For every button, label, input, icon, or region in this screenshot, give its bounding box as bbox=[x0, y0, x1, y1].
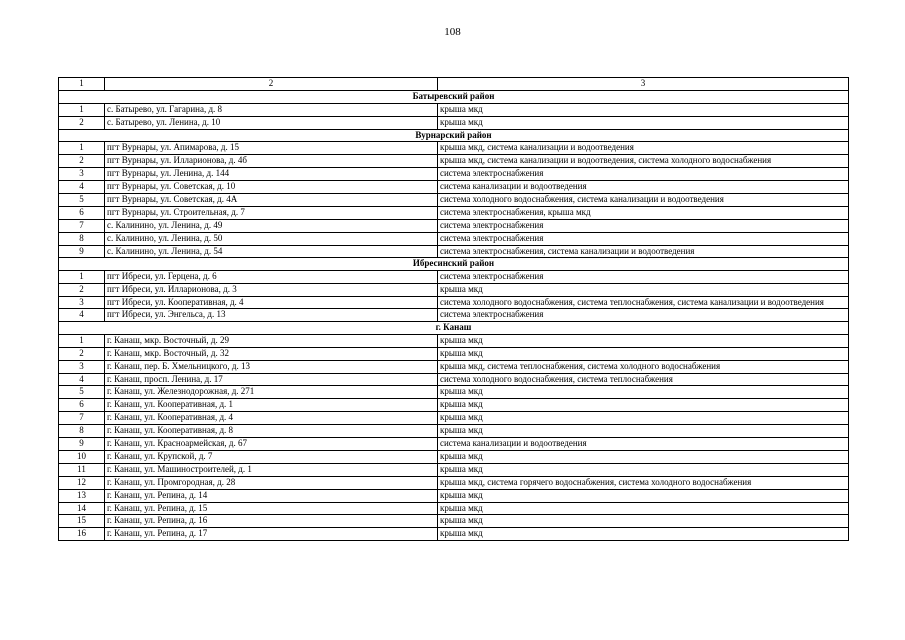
table-row bbox=[59, 245, 849, 258]
column-number-row bbox=[59, 78, 849, 91]
work-type-cell: система электроснабжения, крыша мкд bbox=[438, 206, 849, 219]
address-cell: г. Канаш, ул. Кооперативная, д. 4 bbox=[105, 412, 438, 425]
section-row bbox=[59, 90, 849, 103]
address-cell: г. Канаш, ул. Репина, д. 14 bbox=[105, 489, 438, 502]
address-cell: с. Калинино, ул. Ленина, д. 49 bbox=[105, 219, 438, 232]
work-type-cell: система канализации и водоотведения bbox=[438, 438, 849, 451]
row-number: 8 bbox=[59, 425, 105, 438]
row-number: 2 bbox=[59, 116, 105, 129]
row-number: 3 bbox=[59, 168, 105, 181]
address-cell: пгт Ибреси, ул. Илларионова, д. 3 bbox=[105, 284, 438, 297]
row-number: 5 bbox=[59, 194, 105, 207]
work-type-cell: крыша мкд bbox=[438, 399, 849, 412]
address-cell: с. Батырево, ул. Ленина, д. 10 bbox=[105, 116, 438, 129]
row-number: 8 bbox=[59, 232, 105, 245]
table-row bbox=[59, 116, 849, 129]
address-cell: пгт Вурнары, ул. Илларионова, д. 4б bbox=[105, 155, 438, 168]
address-cell: пгт Вурнары, ул. Советская, д. 4А bbox=[105, 194, 438, 207]
address-cell: г. Канаш, мкр. Восточный, д. 32 bbox=[105, 347, 438, 360]
work-type-cell: крыша мкд, система горячего водоснабжения, система холодного водоснабжения bbox=[438, 476, 849, 489]
table-row bbox=[59, 412, 849, 425]
row-number: 14 bbox=[59, 502, 105, 515]
address-cell: пгт Ибреси, ул. Герцена, д. 6 bbox=[105, 271, 438, 284]
address-cell: г. Канаш, ул. Репина, д. 15 bbox=[105, 502, 438, 515]
table-row bbox=[59, 502, 849, 515]
address-cell: г. Канаш, мкр. Восточный, д. 29 bbox=[105, 334, 438, 347]
table-row bbox=[59, 334, 849, 347]
work-type-cell: крыша мкд bbox=[438, 412, 849, 425]
work-type-cell: крыша мкд, система теплоснабжения, система холодного водоснабжения bbox=[438, 360, 849, 373]
address-cell: пгт Вурнары, ул. Строительная, д. 7 bbox=[105, 206, 438, 219]
table-row bbox=[59, 309, 849, 322]
work-type-cell: крыша мкд bbox=[438, 116, 849, 129]
section-title: г. Канаш bbox=[59, 322, 849, 335]
row-number: 7 bbox=[59, 219, 105, 232]
work-type-cell: крыша мкд bbox=[438, 103, 849, 116]
row-number: 7 bbox=[59, 412, 105, 425]
work-type-cell: крыша мкд bbox=[438, 502, 849, 515]
work-type-cell: система электроснабжения bbox=[438, 168, 849, 181]
table-row bbox=[59, 450, 849, 463]
address-cell: с. Батырево, ул. Гагарина, д. 8 bbox=[105, 103, 438, 116]
row-number: 1 bbox=[59, 271, 105, 284]
table-row bbox=[59, 373, 849, 386]
table-row bbox=[59, 386, 849, 399]
row-number: 4 bbox=[59, 181, 105, 194]
table-row bbox=[59, 168, 849, 181]
table-row bbox=[59, 206, 849, 219]
address-cell: г. Канаш, ул. Промгородная, д. 28 bbox=[105, 476, 438, 489]
work-type-cell: крыша мкд bbox=[438, 463, 849, 476]
address-cell: г. Канаш, просп. Ленина, д. 17 bbox=[105, 373, 438, 386]
table-row bbox=[59, 515, 849, 528]
work-type-cell: крыша мкд bbox=[438, 347, 849, 360]
row-number: 9 bbox=[59, 438, 105, 451]
row-number: 1 bbox=[59, 334, 105, 347]
address-cell: г. Канаш, пер. Б. Хмельницкого, д. 13 bbox=[105, 360, 438, 373]
table-row bbox=[59, 425, 849, 438]
section-title: Ибресинский район bbox=[59, 258, 849, 271]
column-number: 3 bbox=[438, 78, 849, 91]
section-title: Батыревский район bbox=[59, 90, 849, 103]
work-type-cell: система электроснабжения bbox=[438, 219, 849, 232]
row-number: 4 bbox=[59, 309, 105, 322]
section-row bbox=[59, 129, 849, 142]
address-cell: пгт Ибреси, ул. Кооперативная, д. 4 bbox=[105, 297, 438, 309]
work-type-cell: система электроснабжения bbox=[438, 309, 849, 322]
table-row bbox=[59, 347, 849, 360]
address-cell: г. Канаш, ул. Крупской, д. 7 bbox=[105, 450, 438, 463]
row-number: 1 bbox=[59, 103, 105, 116]
work-type-cell: крыша мкд bbox=[438, 515, 849, 528]
row-number: 11 bbox=[59, 463, 105, 476]
row-number: 13 bbox=[59, 489, 105, 502]
column-number: 1 bbox=[59, 78, 105, 91]
work-type-cell: крыша мкд, система канализации и водоотведения, система холодного водоснабжения bbox=[438, 155, 849, 168]
address-cell: пгт Ибреси, ул. Энгельса, д. 13 bbox=[105, 309, 438, 322]
work-type-cell: крыша мкд bbox=[438, 489, 849, 502]
work-type-cell: система холодного водоснабжения, система теплоснабжения, система канализации и водоотведения bbox=[438, 297, 849, 309]
row-number: 6 bbox=[59, 206, 105, 219]
address-cell: г. Канаш, ул. Кооперативная, д. 8 bbox=[105, 425, 438, 438]
address-cell: пгт Вурнары, ул. Апимарова, д. 15 bbox=[105, 142, 438, 155]
table-row bbox=[59, 489, 849, 502]
row-number: 2 bbox=[59, 155, 105, 168]
table-row bbox=[59, 399, 849, 412]
address-cell: г. Канаш, ул. Кооперативная, д. 1 bbox=[105, 399, 438, 412]
address-cell: с. Калинино, ул. Ленина, д. 50 bbox=[105, 232, 438, 245]
table-row bbox=[59, 360, 849, 373]
work-type-cell: крыша мкд bbox=[438, 284, 849, 297]
work-type-cell: крыша мкд bbox=[438, 425, 849, 438]
table-row bbox=[59, 142, 849, 155]
work-type-cell: система холодного водоснабжения, система канализации и водоотведения bbox=[438, 194, 849, 207]
table-row bbox=[59, 297, 849, 309]
work-type-cell: крыша мкд bbox=[438, 450, 849, 463]
work-type-cell: крыша мкд, система канализации и водоотведения bbox=[438, 142, 849, 155]
table-row bbox=[59, 476, 849, 489]
address-cell: с. Калинино, ул. Ленина, д. 54 bbox=[105, 245, 438, 258]
work-type-cell: система электроснабжения bbox=[438, 232, 849, 245]
address-cell: г. Канаш, ул. Красноармейская, д. 67 bbox=[105, 438, 438, 451]
address-cell: г. Канаш, ул. Репина, д. 16 bbox=[105, 515, 438, 528]
table-row bbox=[59, 463, 849, 476]
row-number: 15 bbox=[59, 515, 105, 528]
work-type-cell: крыша мкд bbox=[438, 334, 849, 347]
row-number: 9 bbox=[59, 245, 105, 258]
section-row bbox=[59, 322, 849, 335]
section-title: Вурнарский район bbox=[59, 129, 849, 142]
row-number: 12 bbox=[59, 476, 105, 489]
table-row bbox=[59, 284, 849, 297]
address-cell: пгт Вурнары, ул. Советская, д. 10 bbox=[105, 181, 438, 194]
table-row bbox=[59, 103, 849, 116]
page-number: 108 bbox=[444, 26, 461, 38]
table-row bbox=[59, 155, 849, 168]
work-type-cell: крыша мкд bbox=[438, 386, 849, 399]
repair-table bbox=[58, 77, 849, 541]
work-type-cell: система холодного водоснабжения, система теплоснабжения bbox=[438, 373, 849, 386]
row-number: 2 bbox=[59, 347, 105, 360]
row-number: 2 bbox=[59, 284, 105, 297]
row-number: 10 bbox=[59, 450, 105, 463]
column-number: 2 bbox=[105, 78, 438, 91]
row-number: 4 bbox=[59, 373, 105, 386]
table-row bbox=[59, 194, 849, 207]
address-cell: г. Канаш, ул. Машиностроителей, д. 1 bbox=[105, 463, 438, 476]
table-row bbox=[59, 181, 849, 194]
address-cell: пгт Вурнары, ул. Ленина, д. 144 bbox=[105, 168, 438, 181]
table-row bbox=[59, 232, 849, 245]
work-type-cell: система канализации и водоотведения bbox=[438, 181, 849, 194]
table-row bbox=[59, 219, 849, 232]
row-number: 5 bbox=[59, 386, 105, 399]
row-number: 16 bbox=[59, 528, 105, 541]
row-number: 1 bbox=[59, 142, 105, 155]
row-number: 3 bbox=[59, 360, 105, 373]
address-cell: г. Канаш, ул. Репина, д. 17 bbox=[105, 528, 438, 541]
row-number: 6 bbox=[59, 399, 105, 412]
row-number: 3 bbox=[59, 297, 105, 309]
section-row bbox=[59, 258, 849, 271]
work-type-cell: крыша мкд bbox=[438, 528, 849, 541]
address-cell: г. Канаш, ул. Железнодорожная, д. 271 bbox=[105, 386, 438, 399]
work-type-cell: система электроснабжения bbox=[438, 271, 849, 284]
work-type-cell: система электроснабжения, система канализации и водоотведения bbox=[438, 245, 849, 258]
table-row bbox=[59, 438, 849, 451]
table-row bbox=[59, 528, 849, 541]
table-row bbox=[59, 271, 849, 284]
table-body bbox=[59, 78, 849, 541]
